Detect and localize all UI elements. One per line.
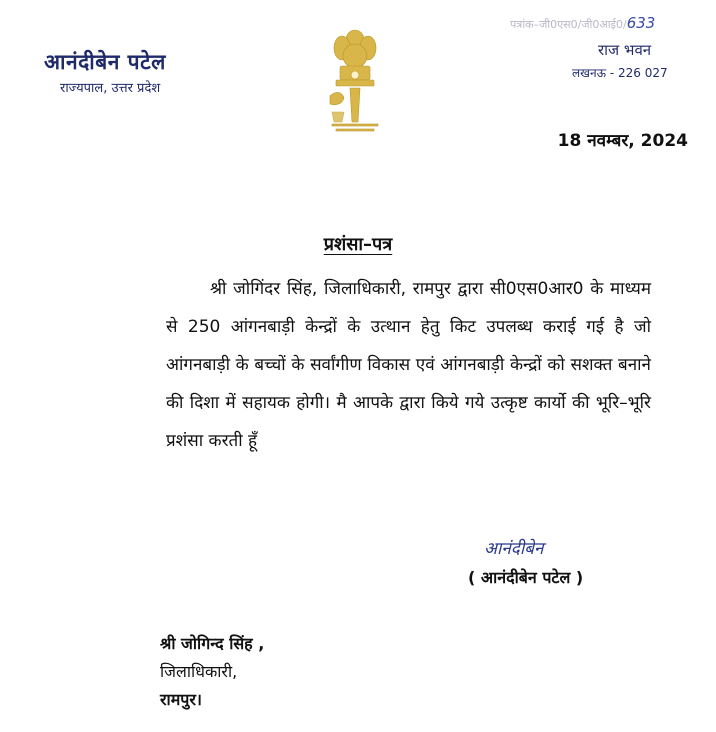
recipient-designation: जिलाधिकारी, [160,662,238,681]
reference-number [510,14,655,32]
letter-body [166,270,651,460]
body-paragraph: श्री जोगिंदर सिंह, जिलाधिकारी, रामपुर द्वारा सी0एस0आर0 के माध्यम से 250 आंगनबाड़ी केन्द्रों के उत्थान हेतु किट उपलब्ध कराई गई है जो आंगनबाड़ी के बच्चों के सर्वांगीण विकास एवं आंगनबाड़ी केन्द्रों को सशक्त बनाने की दिशा में सहायक होगी। मै आपके द्वारा किये गये उत्कृष्ट कार्यो की भूरि–भूरि प्रशंसा करती हूँ [166,279,651,451]
signatory-name: ( आनंदीबेन पटेल ) [468,568,584,587]
letter-date: 18 नवम्बर, 2024 [557,131,688,151]
national-emblem-icon [322,26,388,134]
reference-number-value: 633 [626,14,656,32]
reference-prefix: पत्रांक–जी0एस0/जी0आई0/ [510,18,627,31]
sender-name: आनंदीबेन पटेल [44,50,166,74]
recipient-address [160,630,264,714]
office-name: राज भवन [598,41,652,59]
signature-text: आनंदीबेन [484,539,544,559]
signature-icon [482,530,592,564]
letter-heading [0,232,716,256]
sender-title: राज्यपाल, उत्तर प्रदेश [60,81,161,96]
recipient-name: श्री जोगिन्द सिंह , [160,634,265,653]
office-place: लखनऊ - 226 027 [572,66,668,80]
recipient-place: रामपुर। [160,690,202,709]
heading-text: प्रशंसा–पत्र [323,234,393,255]
